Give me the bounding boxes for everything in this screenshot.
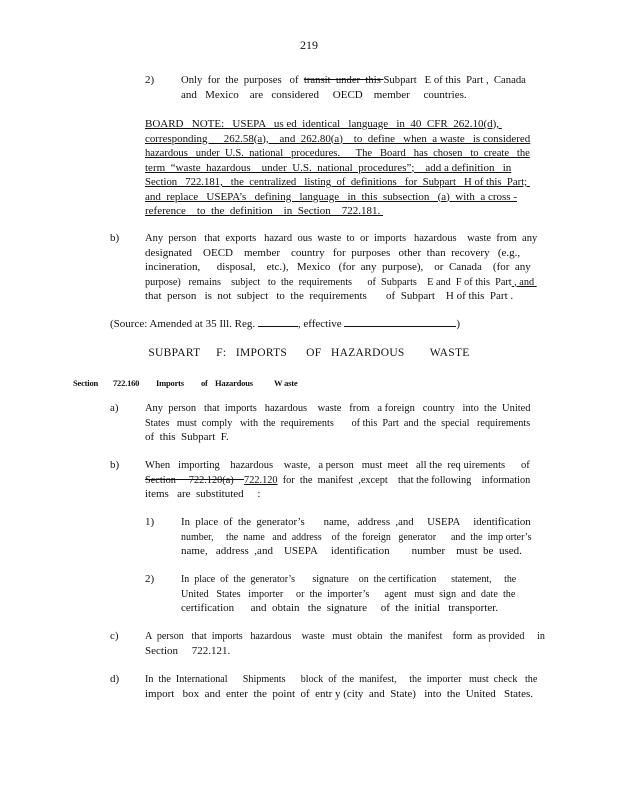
section-a-line-3: of this Subpart F. <box>145 431 229 443</box>
section-b1-line-2: number, the name and address of the foreign generator and the imp orter’s <box>181 530 532 543</box>
item-b-text <box>145 231 537 304</box>
board-note-line-2: corresponding 262.58(a), and 262.80(a) to define when a waste is considered <box>145 132 531 145</box>
deleted-text: transit under this <box>303 74 384 86</box>
section-b2-line-1: In place of the generator’s signature on the certification statement, the <box>181 573 517 585</box>
section-a-line-1: Any person that imports hazardous waste from a foreign country into the United <box>145 402 531 414</box>
section-b2-number: 2) <box>145 573 155 585</box>
item-2-line-2: and Mexico are considered OECD member countries. <box>181 88 467 101</box>
board-note-line-3: hazardous under U.S. national procedures. The Board has chosen to create the <box>145 147 530 159</box>
section-d-number: d) <box>110 673 120 685</box>
source-amended-text: (Source: Amended at 35 Ill. Reg. <box>110 318 256 330</box>
section-title-of: of <box>201 378 208 388</box>
section-b-number: b) <box>110 459 120 471</box>
inserted-reference: 722.120 <box>244 473 278 486</box>
item-b-number: b) <box>110 232 120 244</box>
section-title-hazardous: Hazardous <box>215 378 253 388</box>
board-note-line-6: and replace USEPA’s defining language in this subsection (a) with a cross - <box>145 190 517 203</box>
item-2-number: 2) <box>145 74 155 86</box>
effective-date-blank <box>344 316 456 327</box>
source-close-paren: ) <box>456 318 461 330</box>
deleted-reference: Section 722.120(a) <box>145 473 245 486</box>
section-b2-line-2: United States importer or the importer’s agent must sign and date the <box>181 587 516 600</box>
section-c-number: c) <box>110 630 119 642</box>
section-a-text <box>145 401 530 445</box>
item-2-text-b: Subpart E of this Part , Canada <box>383 74 526 86</box>
section-heading <box>0 376 618 390</box>
subpart-title: SUBPART F: IMPORTS OF HAZARDOUS WASTE <box>148 347 470 359</box>
section-title-imports: Imports <box>156 378 184 388</box>
register-blank <box>258 316 298 327</box>
section-b-line-3: items are substituted : <box>145 488 261 500</box>
item-b-line-1: Any person that exports hazard ous waste to or imports hazardous waste from any <box>145 232 538 244</box>
board-note-line-5: Section 722.181, the centralized listing of definitions for Subpart H of this Part; <box>145 176 530 188</box>
section-a-number: a) <box>110 402 119 414</box>
board-note-line-1: BOARD NOTE: USEPA us ed identical language in 40 CFR 262.10(d), <box>145 118 502 130</box>
section-b1-number: 1) <box>145 516 155 528</box>
section-c-line-2: Section 722.121. <box>145 644 231 657</box>
section-d-text <box>145 672 537 701</box>
inserted-text: , and <box>511 275 537 288</box>
section-b1-text <box>181 515 531 559</box>
item-b-line-2: designated OECD member country for purposes other than recovery (e.g., <box>145 246 521 259</box>
source-note <box>110 316 460 332</box>
item-2-line-1 <box>181 73 526 88</box>
section-label: Section <box>73 378 99 388</box>
item-2-text-a: Only for the purposes of <box>181 74 304 86</box>
section-b2-text <box>181 572 516 616</box>
section-b-text <box>145 458 530 502</box>
item-b-line-4-text: purpose) remains subject to the requirements of Subparts E and F of this Part <box>145 275 512 288</box>
page-number: 219 <box>300 38 318 52</box>
section-c-text <box>145 629 545 658</box>
item-2-text <box>181 73 526 102</box>
section-b-line-1: When importing hazardous waste, a person must meet all the req uirements of <box>145 459 530 471</box>
item-b-line-4 <box>145 275 537 290</box>
section-b-line-2 <box>145 473 531 488</box>
board-note <box>145 117 530 219</box>
section-d-line-2: import box and enter the point of entr y (city and State) into the United States. <box>145 687 533 700</box>
section-a-line-2: States must comply with the requirements of this Part and the special requirements <box>145 416 531 429</box>
section-c-line-1: A person that imports hazardous waste must obtain the manifest form as provided in <box>145 630 545 642</box>
section-b2-line-3: certification and obtain the signature of the initial transporter. <box>181 602 499 614</box>
item-b-line-5: that person is not subject to the requirements of Subpart H of this Part . <box>145 290 514 302</box>
source-effective-text: , effective <box>297 318 342 330</box>
board-note-line-4: term “waste hazardous under U.S. national procedures”; add a definition in <box>145 161 512 174</box>
section-b1-line-1: In place of the generator’s name, address ,and USEPA identification <box>181 516 531 528</box>
item-b-line-3: incineration, disposal, etc.), Mexico (for any purpose), or Canada (for any <box>145 261 531 273</box>
section-b1-line-3: name, address ,and USEPA identification number must be used. <box>181 545 522 557</box>
board-note-line-7: reference to the definition in Section 722.181. <box>145 205 383 217</box>
section-b-line-2-text: for the manifest ,except that the following information <box>277 473 531 486</box>
section-d-line-1: In the International Shipments block of the manifest, the importer must check the <box>145 673 538 685</box>
section-title-waste: W aste <box>274 378 298 388</box>
section-number: 722.160 <box>113 378 140 388</box>
